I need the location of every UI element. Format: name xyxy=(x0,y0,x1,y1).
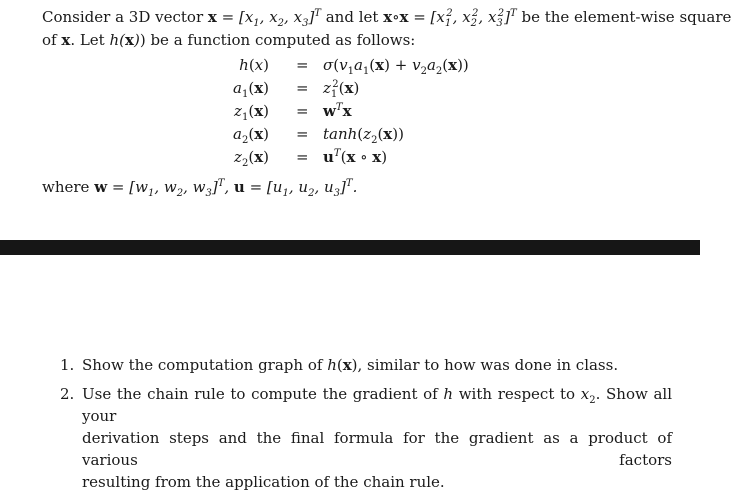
equation-lhs: h(x) xyxy=(239,56,269,74)
problem-statement xyxy=(0,0,731,240)
question-line: resulting from the application of the chain rule. xyxy=(82,473,445,491)
element-wise-square-definition: x∘x = [$x_1^2$, $x_2^2$, $x_3^2]^T$ xyxy=(383,8,517,29)
equation-row xyxy=(42,79,682,101)
w-definition: = [$w_1$, $w_2$, $w_3]^T$, xyxy=(107,178,234,199)
equals-sign: = xyxy=(296,125,309,143)
equation-rhs: $u^T(x$ ∘ x) xyxy=(323,148,388,166)
equation-lhs: $a_1(x)$ xyxy=(233,79,269,100)
equals-sign: = xyxy=(296,148,309,166)
equals-sign: = xyxy=(296,102,309,120)
intro-text-function: ) be a function computed as follows: xyxy=(139,31,416,49)
equation-lhs: $z_2(x)$ xyxy=(234,148,269,169)
question-line: Show the computation graph of h(x), similar to how was done in class. xyxy=(82,356,619,374)
question-item xyxy=(60,354,672,376)
intro-text-of: of xyxy=(42,31,62,49)
equation-row xyxy=(42,56,682,78)
equation-row xyxy=(42,102,682,124)
intro-text: Consider a 3D vector xyxy=(42,8,208,26)
equation-rhs: $\sigma(v_1a_1(x) + v_2a_2(x))$ xyxy=(323,56,469,77)
question-item xyxy=(60,383,672,493)
question-line: Use the chain rule to compute the gradient of h with respect to $x_2$. Show all your xyxy=(82,385,673,425)
dark-divider-bar xyxy=(0,240,700,255)
question-number: 1. xyxy=(60,356,75,374)
equation-row xyxy=(42,148,682,170)
equation-rhs: $\tanh(z_2(x))$ xyxy=(323,125,404,146)
intro-paragraph xyxy=(42,6,731,52)
h-of-x: h(x) xyxy=(109,31,140,49)
intro-line-1 xyxy=(42,6,731,29)
equation-rhs: $z_1^2(x)$ xyxy=(323,79,360,100)
u-definition: = [$u_1$, $u_2$, $u_3]^T$. xyxy=(244,178,358,199)
equation-rhs: $w^Tx$ xyxy=(323,102,352,120)
bold-u: u xyxy=(233,178,245,196)
equals-sign: = xyxy=(296,79,309,97)
intro-text-and-let: and let xyxy=(320,8,384,26)
bold-w: w xyxy=(94,178,108,196)
bold-x: x xyxy=(61,31,71,49)
question-line: derivation steps and the final formula for the gradient as a product of various factors xyxy=(82,429,672,469)
question-text xyxy=(82,383,672,493)
intro-text-let: . Let xyxy=(70,31,110,49)
question-number: 2. xyxy=(60,385,75,403)
equation-lhs: $z_1(x)$ xyxy=(234,102,269,123)
equation-lhs: $a_2(x)$ xyxy=(233,125,269,146)
intro-text-element-wise: be the element-wise square xyxy=(516,8,731,26)
equation-row xyxy=(42,125,682,147)
vector-x-definition: $x = [x_1$, $x_2$, $x_3]^T$ xyxy=(207,8,321,29)
question-text xyxy=(82,354,672,376)
intro-line-2 xyxy=(42,29,682,52)
equals-sign: = xyxy=(296,56,309,74)
question-list xyxy=(60,354,672,500)
where-clause xyxy=(42,178,358,199)
where-text: where xyxy=(42,178,95,196)
